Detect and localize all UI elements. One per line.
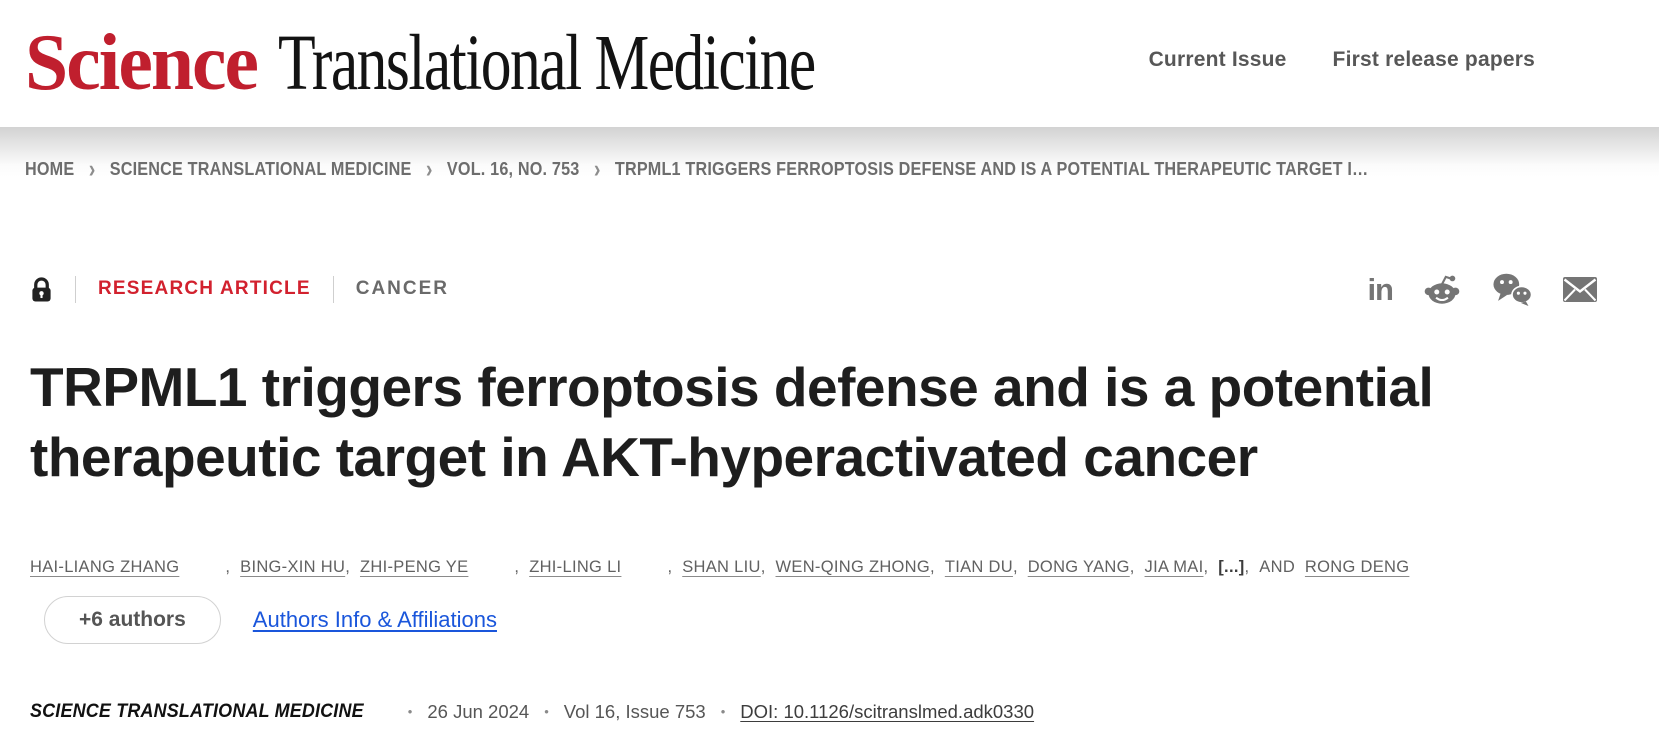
author-separator: , (667, 558, 678, 576)
breadcrumb-issue[interactable]: VOL. 16, NO. 753 (446, 158, 580, 179)
citation-volume: Vol 16, Issue 753 (563, 700, 706, 722)
article-category-label[interactable]: CANCER (355, 278, 450, 299)
breadcrumb-journal[interactable]: SCIENCE TRANSLATIONAL MEDICINE (109, 158, 412, 179)
chevron-right-icon: › (425, 154, 433, 183)
author-separator: , (930, 558, 940, 576)
citation-date: 26 Jun 2024 (427, 700, 530, 722)
author-link[interactable]: JIA MAI (1144, 558, 1204, 576)
site-header (0, 0, 1659, 127)
article-type-label[interactable]: RESEARCH ARTICLE (98, 278, 311, 299)
article-title-line2: therapeutic target in AKT-hyperactivated cancer (30, 426, 1258, 488)
breadcrumb-zone (0, 127, 1659, 192)
author-link[interactable]: RONG DENG (1304, 558, 1410, 576)
article-title (30, 352, 1590, 492)
author-ellipsis: [...] (1218, 558, 1245, 576)
author-link[interactable]: TIAN DU (944, 558, 1013, 576)
chevron-right-icon: › (88, 154, 96, 183)
author-separator: , (225, 558, 236, 576)
breadcrumb-current-article: TRPML1 TRIGGERS FERROPTOSIS DEFENSE AND IS A POTENTIAL THERAPEUTIC TARGET I… (614, 158, 1369, 179)
author-link[interactable]: ZHI-PENG YE (359, 558, 469, 576)
linkedin-icon[interactable] (1367, 271, 1393, 307)
author-link[interactable]: WEN-QING ZHONG (775, 558, 931, 576)
share-icon-bar (1367, 272, 1597, 306)
author-link[interactable]: SHAN LIU (682, 558, 761, 576)
author-link[interactable]: DONG YANG (1027, 558, 1130, 576)
authors-info-link[interactable]: Authors Info & Affiliations (252, 607, 497, 632)
author-separator: , (1129, 558, 1140, 576)
author-link[interactable]: HAI-LIANG ZHANG (30, 558, 180, 576)
logo-journal-wordmark: Translational Medicine (278, 20, 815, 107)
wechat-icon[interactable] (1491, 272, 1533, 306)
divider (333, 276, 334, 303)
divider (75, 276, 76, 303)
more-authors-button[interactable]: +6 authors (44, 596, 221, 644)
citation-line (30, 700, 1629, 723)
author-separator: , (514, 558, 525, 576)
chevron-right-icon: › (593, 154, 601, 183)
author-and-label: AND (1259, 558, 1300, 576)
author-separator: , (1244, 558, 1255, 576)
article-meta-labels (30, 276, 449, 303)
journal-logo[interactable] (25, 18, 966, 109)
email-icon[interactable] (1563, 277, 1597, 302)
author-link[interactable]: BING-XIN HU (240, 558, 346, 576)
author-separator: , (345, 558, 355, 576)
author-separator: , (1203, 558, 1214, 576)
dot-separator: • (544, 704, 549, 719)
author-separator: , (1012, 558, 1023, 576)
citation-doi-link[interactable]: DOI: 10.1126/scitranslmed.adk0330 (740, 700, 1035, 722)
author-actions (44, 596, 1629, 644)
linkedin-glyph: in (1367, 271, 1393, 307)
author-separator: , (760, 558, 771, 576)
logo-science-wordmark: Science (25, 19, 258, 107)
citation-journal: SCIENCE TRANSLATIONAL MEDICINE (30, 700, 364, 722)
article-title-line1: TRPML1 triggers ferroptosis defense and is a potential (30, 356, 1434, 418)
author-link[interactable]: ZHI-LING LI (529, 558, 622, 576)
dot-separator: • (407, 704, 413, 719)
breadcrumb (25, 154, 1473, 183)
nav-current-issue[interactable]: Current Issue (1148, 47, 1287, 71)
author-list (30, 558, 1629, 577)
header-nav (1149, 48, 1535, 72)
article-meta-row (30, 272, 1597, 306)
breadcrumb-home[interactable]: HOME (25, 158, 75, 179)
dot-separator: • (720, 704, 726, 719)
lock-icon (30, 276, 53, 303)
nav-first-release-papers[interactable]: First release papers (1332, 47, 1535, 71)
reddit-icon[interactable] (1423, 273, 1461, 305)
